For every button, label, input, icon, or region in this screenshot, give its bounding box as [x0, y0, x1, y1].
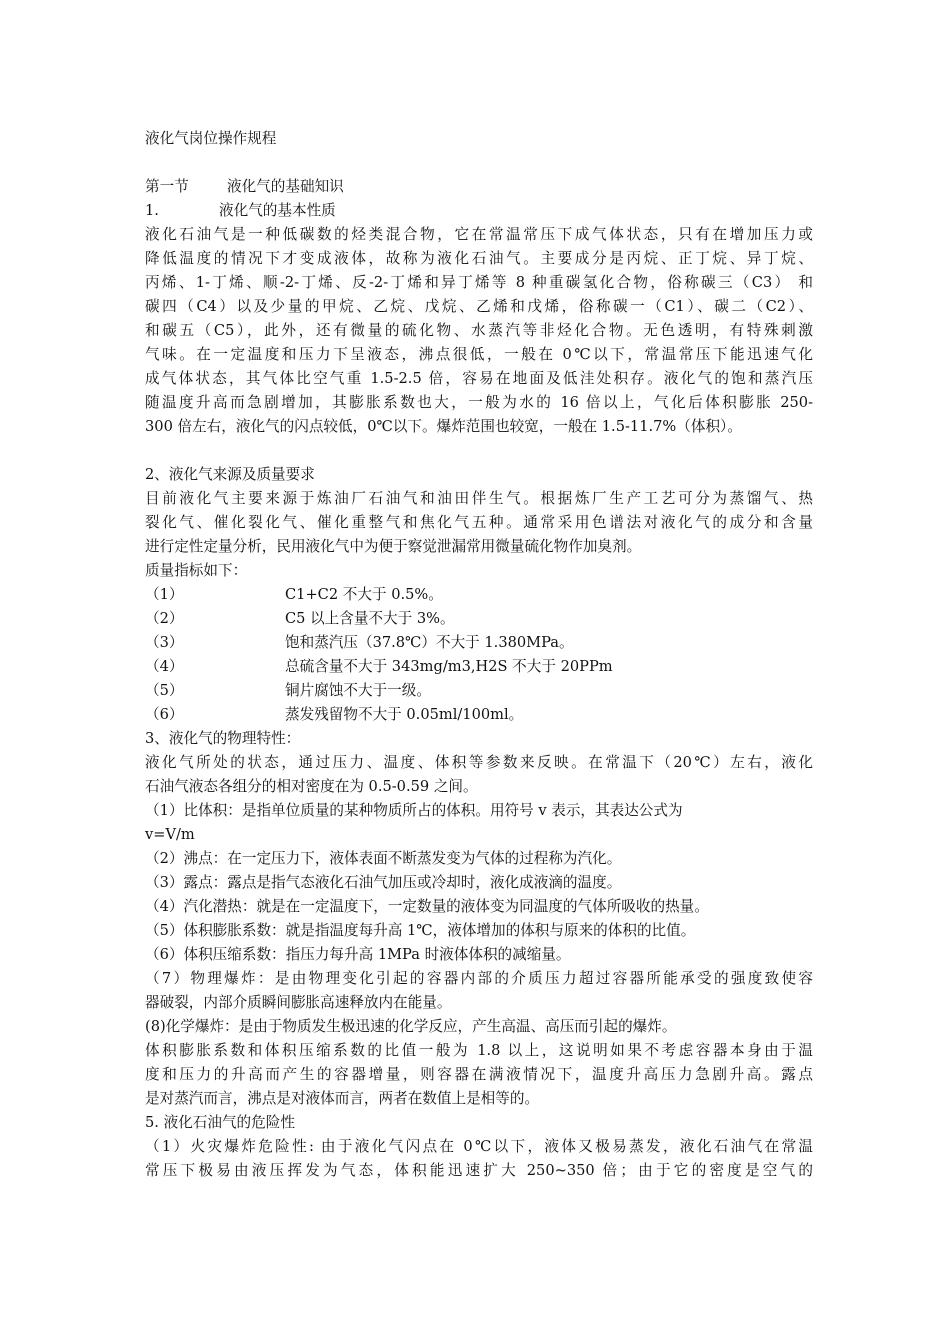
paragraph-line: 器破裂，内部介质瞬间膨胀高速释放内在能量。 — [145, 994, 452, 1011]
paragraph-line: 常压下极易由液压挥发为气态，体积能迅速扩大 250~350 倍；由于它的密度是空气的 — [145, 1162, 813, 1179]
paragraph-line: （3）露点：露点是指气态液化石油气加压或冷却时，液化成液滴的温度。 — [145, 874, 622, 891]
quality-item-text: C5 以上含量不大于 3%。 — [285, 610, 455, 627]
paragraph-line: 体积膨胀系数和体积压缩系数的比值一般为 1.8 以上，这说明如果不考虑容器本身由于温 — [145, 1042, 813, 1059]
blank-line — [145, 439, 813, 463]
paragraph-line: 气味。在一定温度和压力下呈液态，沸点很低，一般在 0℃以下，常温常压下能迅速气化 — [145, 346, 813, 363]
paragraph-line: （5）体积膨胀系数：就是指温度每升高 1℃，液体增加的体积与原来的体积的比值。 — [145, 922, 696, 939]
item3-heading: 3、液化气的物理特性： — [145, 730, 301, 747]
paragraph-line: （2）沸点：在一定压力下，液体表面不断蒸发变为气体的过程称为汽化。 — [145, 850, 622, 867]
quality-item — [145, 703, 813, 727]
document-title: 液化气岗位操作规程 — [145, 130, 277, 147]
quality-item-text: 铜片腐蚀不大于一级。 — [285, 682, 431, 699]
section-title: 液化气的基础知识 — [227, 178, 344, 195]
paragraph-line: 随温度升高而急剧增加，其膨胀系数也大，一般为水的 16 倍以上，气化后体积膨胀 250- — [145, 394, 813, 411]
item1-number: 1. — [145, 202, 159, 219]
paragraph-line: 是对蒸汽而言，沸点是对液体而言，两者在数值上是相等的。 — [145, 1090, 540, 1107]
paragraph-line: 度和压力的升高而产生的容器增量，则容器在满液情况下，温度升高压力急剧升高。露点 — [145, 1066, 813, 1083]
section-heading — [145, 175, 813, 199]
paragraph-line: 300 倍左右，液化气的闪点较低，0℃以下。爆炸范围也较宽，一般在 1.5-11.7%（体积）。 — [145, 418, 742, 435]
paragraph-line: 降低温度的情况下才变成液体，故称为液化石油气。主要成分是丙烷、正丁烷、异丁烷、 — [145, 250, 813, 267]
paragraph-line: 液化气所处的状态，通过压力、温度、体积等参数来反映。在常温下（20℃）左右，液化 — [145, 754, 813, 771]
paragraph-line: （1）火灾爆炸危险性: 由于液化气闪点在 0℃以下，液体又极易蒸发，液化石油气在常温 — [145, 1138, 813, 1155]
paragraph-line: （4）汽化潜热：就是在一定温度下，一定数量的液体变为同温度的气体所吸收的热量。 — [145, 898, 709, 915]
paragraph-line: 成气体状态，其气体比空气重 1.5-2.5 倍，容易在地面及低洼处积存。液化气的饱和蒸汽压 — [145, 370, 813, 387]
quality-item-text: C1+C2 不大于 0.5%。 — [285, 586, 443, 603]
paragraph-line: (8)化学爆炸：是由于物质发生极迅速的化学反应，产生高温、高压而引起的爆炸。 — [145, 1018, 677, 1035]
quality-item — [145, 679, 813, 703]
paragraph-line: （7）物理爆炸：是由物理变化引起的容器内部的介质压力超过容器所能承受的强度致使容 — [145, 970, 813, 987]
quality-item — [145, 583, 813, 607]
paragraph-line: （6）体积压缩系数：指压力每升高 1MPa 时液体体积的减缩量。 — [145, 946, 571, 963]
paragraph-line: 丙烯、1-丁烯、顺-2-丁烯、反-2-丁烯和异丁烯等 8 种重碳氢化合物，俗称碳三（C3） 和 — [145, 274, 813, 291]
paragraph-line: 石油气液态各组分的相对密度在为 0.5-0.59 之间。 — [145, 778, 478, 795]
paragraph-line: （1）比体积：是指单位质量的某种物质所占的体积。用符号 v 表示，其表达公式为 — [145, 802, 683, 819]
quality-item-number: （5） — [145, 682, 184, 699]
quality-intro: 质量指标如下： — [145, 562, 248, 579]
item1-heading — [145, 199, 813, 223]
paragraph-line: 目前液化气主要来源于炼油厂石油气和油田伴生气。根据炼厂生产工艺可分为蒸馏气、热 — [145, 490, 813, 507]
quality-item-text: 蒸发残留物不大于 0.05ml/100ml。 — [285, 706, 524, 723]
document-page — [145, 127, 813, 1183]
blank-line — [145, 151, 813, 175]
item5-heading: 5. 液化石油气的危险性 — [145, 1114, 295, 1131]
quality-item-text: 总硫含量不大于 343mg/m3,H2S 不大于 20PPm — [285, 658, 613, 675]
quality-item — [145, 631, 813, 655]
quality-item-number: （4） — [145, 658, 184, 675]
paragraph-line: 液化石油气是一种低碳数的烃类混合物，它在常温常压下成气体状态，只有在增加压力或 — [145, 226, 813, 243]
quality-item-number: （6） — [145, 706, 184, 723]
quality-item — [145, 655, 813, 679]
paragraph-line: 进行定性定量分析，民用液化气中为便于察觉泄漏常用微量硫化物作加臭剂。 — [145, 538, 642, 555]
quality-item — [145, 607, 813, 631]
paragraph-line: 裂化气、催化裂化气、催化重整气和焦化气五种。通常采用色谱法对液化气的成分和含量 — [145, 514, 813, 531]
paragraph-line: 碳四（C4）以及少量的甲烷、乙烷、戊烷、乙烯和戊烯，俗称碳一（C1）、碳二（C2）、 — [145, 298, 813, 315]
quality-item-number: （2） — [145, 610, 184, 627]
item2-heading: 2、液化气来源及质量要求 — [145, 466, 315, 483]
paragraph-line: 和碳五（C5），此外，还有微量的硫化物、水蒸汽等非烃化合物。无色透明，有特殊刺激 — [145, 322, 813, 339]
item1-title: 液化气的基本性质 — [219, 202, 336, 219]
quality-item-text: 饱和蒸汽压（37.8℃）不大于 1.380MPa。 — [285, 634, 574, 651]
quality-item-number: （3） — [145, 634, 184, 651]
quality-item-number: （1） — [145, 586, 184, 603]
section-number: 第一节 — [145, 178, 189, 195]
paragraph-line: v=V/m — [145, 826, 195, 843]
